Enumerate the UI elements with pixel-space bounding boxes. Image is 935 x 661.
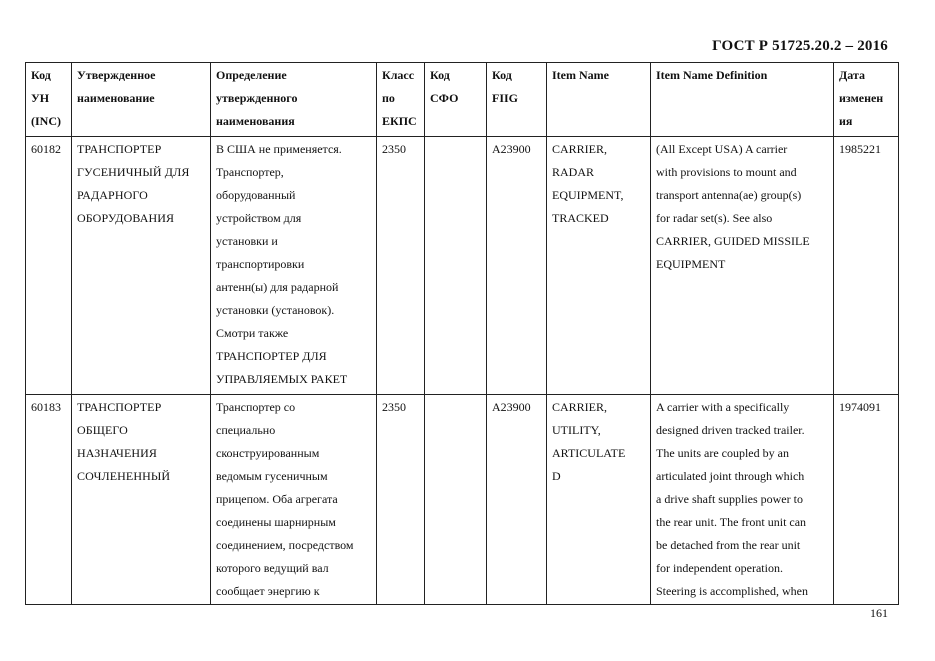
cell-fiig-code: A23900 [487, 137, 547, 395]
cell-approved-name: ТРАНСПОРТЕР ОБЩЕГО НАЗНАЧЕНИЯ СОЧЛЕНЕННЫЙ [72, 395, 211, 605]
column-header-item-name: Item Name [547, 63, 651, 137]
cell-item-name: CARRIER, UTILITY, ARTICULATE D [547, 395, 651, 605]
column-header-inc: Код УН (INC) [26, 63, 72, 137]
table-row [26, 395, 899, 605]
cell-sfo-code [425, 395, 487, 605]
cell-inc: 60183 [26, 395, 72, 605]
page-number: 161 [870, 606, 888, 620]
column-header-ekps-class: Класс по ЕКПС [377, 63, 425, 137]
cell-change-date: 1974091 [834, 395, 899, 605]
column-header-sfo-code: Код СФО [425, 63, 487, 137]
column-header-approved-name: Утвержденное наименование [72, 63, 211, 137]
table-row [26, 137, 899, 395]
cell-item-definition: A carrier with a specifically designed driven tracked trailer. The units are coupled by an articulated joint through which a drive shaft supplies power to the rear unit. The front unit can be detached from the rear unit for independent operation. Steering is accomplished, when [651, 395, 834, 605]
cell-change-date: 1985221 [834, 137, 899, 395]
cell-approved-name: ТРАНСПОРТЕР ГУСЕНИЧНЫЙ ДЛЯ РАДАРНОГО ОБОРУДОВАНИЯ [72, 137, 211, 395]
cell-definition: В США не применяется. Транспортер, оборудованный устройством для установки и транспортировки антенн(ы) для радарной установки (установок). Смотри также ТРАНСПОРТЕР ДЛЯ УПРАВЛЯЕМЫХ РАКЕТ [211, 137, 377, 395]
table-header-row [26, 63, 899, 137]
document-code: ГОСТ Р 51725.20.2 – 2016 [712, 38, 888, 54]
cell-item-definition: (All Except USA) A carrier with provisions to mount and transport antenna(ae) group(s) for radar set(s). See also CARRIER, GUIDED MISSILE EQUIPMENT [651, 137, 834, 395]
column-header-item-definition: Item Name Definition [651, 63, 834, 137]
column-header-definition: Определение утвержденного наименования [211, 63, 377, 137]
nomenclature-table [25, 62, 899, 605]
column-header-fiig-code: Код FIIG [487, 63, 547, 137]
cell-sfo-code [425, 137, 487, 395]
cell-inc: 60182 [26, 137, 72, 395]
cell-item-name: CARRIER, RADAR EQUIPMENT, TRACKED [547, 137, 651, 395]
cell-ekps-class: 2350 [377, 395, 425, 605]
cell-ekps-class: 2350 [377, 137, 425, 395]
cell-definition: Транспортер со специально сконструированным ведомым гусеничным прицепом. Оба агрегата соединены шарнирным соединением, посредством которого ведущий вал сообщает энергию к [211, 395, 377, 605]
cell-fiig-code: A23900 [487, 395, 547, 605]
column-header-change-date: Дата изменен ия [834, 63, 899, 137]
